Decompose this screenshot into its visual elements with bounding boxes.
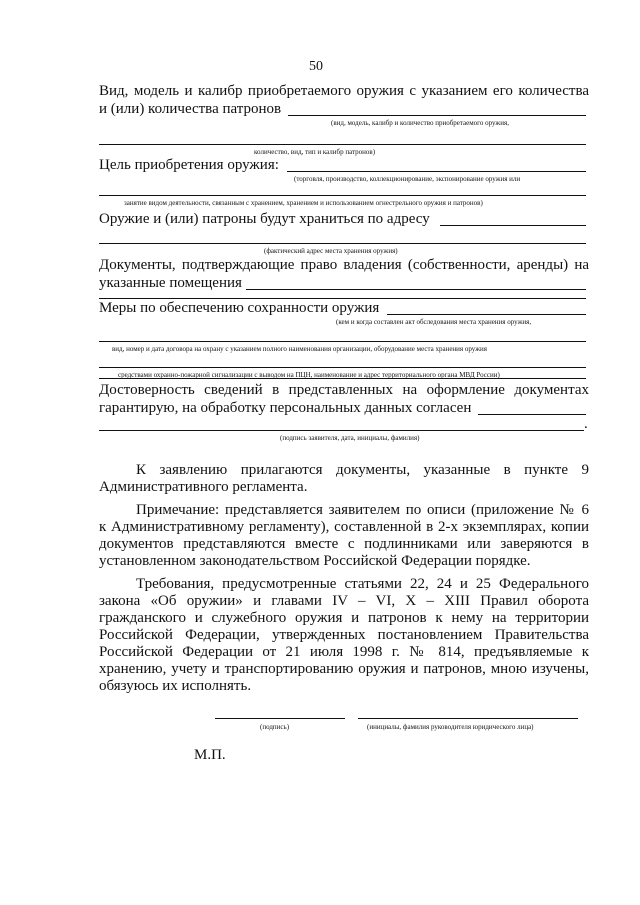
storage-field[interactable] xyxy=(440,225,586,226)
safety-field-4[interactable] xyxy=(99,378,586,379)
safety-field[interactable] xyxy=(387,314,586,315)
requirements-line-1: Требования, предусмотренные статьями 22, 24 и 25 Федерального xyxy=(136,576,589,592)
safety-hint-1: (кем и когда составлен акт обследования места хранения оружия, xyxy=(336,318,532,326)
weapon-line-1: Вид, модель и калибр приобретаемого оружия с указанием его количества xyxy=(99,83,589,99)
reliability-line-1: Достоверность сведений в представленных на оформление документах xyxy=(99,382,589,398)
reliability-field[interactable] xyxy=(478,414,586,415)
head-name-field[interactable] xyxy=(358,718,578,719)
safety-hint-3: средствами охранно-пожарной сигнализации с выводом на ПЦН, наименование и адрес территориального органа МВД России) xyxy=(118,371,500,379)
requirements-paragraph xyxy=(99,576,589,695)
safety-label: Меры по обеспечению сохранности оружия xyxy=(99,300,380,316)
reliability-end-mark: . xyxy=(584,416,588,432)
signature-hint: (подпись) xyxy=(260,723,290,731)
safety-field-3[interactable] xyxy=(99,367,586,368)
documents-line-1: Документы, подтверждающие право владения (собственности, аренды) на xyxy=(99,257,589,273)
attachments-line-2: Административного регламента. xyxy=(99,479,308,495)
requirements-line-5: Российской Федерации от 21 июля 1998 г. № 814, предъявляемые к xyxy=(99,644,589,660)
safety-field-2[interactable] xyxy=(99,341,586,342)
requirements-line-2: закона «Об оружии» и главами IV – VI, X – XIII Правил оборота xyxy=(99,593,589,609)
reliability-line-2: гарантирую, на обработку персональных данных согласен xyxy=(99,400,472,416)
safety-hint-2: вид, номер и дата договора на охрану с указанием полного наименования организации, оборудование места хранения оружия xyxy=(112,345,488,353)
signature-field[interactable] xyxy=(215,718,345,719)
weapon-field[interactable] xyxy=(288,115,586,116)
purpose-label: Цель приобретения оружия: xyxy=(99,157,279,173)
purpose-hint-2: занятие видом деятельности, связанным с хранением, хранением и использованием огнестрельного оружия и патронов) xyxy=(124,199,483,207)
reliability-field-2[interactable] xyxy=(99,430,584,431)
page-number: 50 xyxy=(309,59,323,74)
documents-field-2[interactable] xyxy=(99,298,586,299)
storage-field-2[interactable] xyxy=(99,243,586,244)
weapon-hint-2: количество, вид, тип и калибр патронов) xyxy=(254,148,376,156)
documents-line-2: указанные помещения xyxy=(99,275,242,291)
purpose-field-2[interactable] xyxy=(99,195,586,196)
documents-field[interactable] xyxy=(246,289,586,290)
head-name-hint: (инициалы, фамилия руководителя юридического лица) xyxy=(367,723,534,731)
requirements-line-4: Российской Федерации, утвержденных постановлением Правительства xyxy=(99,627,589,643)
requirements-line-7: обязуюсь их исполнять. xyxy=(99,678,252,694)
note-line-1: Примечание: представляется заявителем по описи (приложение № 6 xyxy=(136,502,589,518)
note-paragraph xyxy=(99,502,589,570)
reliability-hint: (подпись заявителя, дата, инициалы, фамилия) xyxy=(280,434,420,442)
storage-hint: (фактический адрес места хранения оружия) xyxy=(264,247,398,255)
weapon-line-2: и (или) количества патронов xyxy=(99,101,282,117)
stamp-label: М.П. xyxy=(194,747,226,763)
purpose-field[interactable] xyxy=(287,171,586,172)
purpose-hint-1: (торговля, производство, коллекционирование, экспонирование оружия или xyxy=(294,175,521,183)
requirements-line-6: хранению, учету и транспортированию оружия и патронов, мною изучены, xyxy=(99,661,589,677)
note-line-4: установленном законодательством Российской Федерации порядке. xyxy=(99,553,531,569)
note-line-2: к Административному регламенту), составленной в 2-х экземплярах, копии xyxy=(99,519,589,535)
storage-label: Оружие и (или) патроны будут храниться по адресу xyxy=(99,211,430,227)
requirements-line-3: гражданского и служебного оружия и патронов к нему на территории xyxy=(99,610,589,626)
attachments-line-1: К заявлению прилагаются документы, указанные в пункте 9 xyxy=(136,462,589,478)
note-line-3: документов представляются вместе с подлинниками или заверяются в xyxy=(99,536,589,552)
weapon-hint-1: (вид, модель, калибр и количество приобретаемого оружия, xyxy=(331,119,509,127)
weapon-field-2[interactable] xyxy=(99,144,586,145)
attachments-paragraph xyxy=(99,462,589,496)
